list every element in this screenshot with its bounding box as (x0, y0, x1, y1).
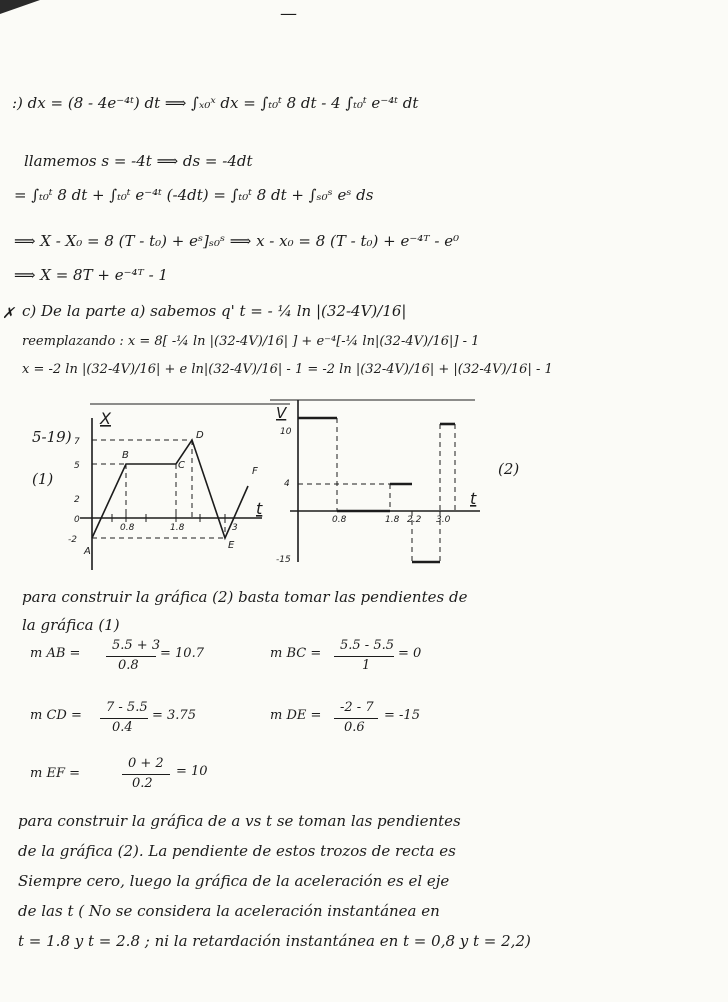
slope-cd-den: 0.4 (112, 720, 133, 735)
conclusion-line-3: Siempre cero, luego la gráfica de la aceleración es el eje (18, 872, 450, 890)
conclusion-line-4: de las t ( No se considera la aceleración instantánea en (18, 902, 440, 920)
graph-2-xtick-3-0: 3.0 (436, 515, 451, 525)
slope-de-num: -2 - 7 (340, 700, 374, 715)
graph-2-ylabel: V (276, 404, 287, 422)
slope-ef-result: = 10 (176, 764, 208, 779)
part-c-line-1: c) De la parte a) sabemos q' t = - ¼ ln |(32-4V)/16| (22, 302, 407, 320)
problem-label: 5-19) (32, 428, 72, 446)
graph-2-ytick-10: 10 (280, 427, 292, 437)
part-c-line-2: reemplazando : x = 8[ -¼ ln |(32-4V)/16| ] + e⁻⁴[-¼ ln|(32-4V)/16|] - 1 (22, 334, 480, 349)
point-label-a: A (84, 546, 91, 557)
slope-ab-result: = 10.7 (160, 646, 204, 661)
slope-ab-label: m AB = (30, 646, 81, 661)
slope-bc-den: 1 (362, 658, 371, 673)
graph-2-xtick-0-8: 0.8 (332, 515, 347, 525)
conclusion-line-5: t = 1.8 y t = 2.8 ; ni la retardación instantánea en t = 0,8 y t = 2,2) (18, 932, 531, 950)
graph-2-xtick-1-8: 1.8 (385, 515, 400, 525)
graph-2-xlabel: t (470, 489, 477, 508)
graph-1-zero: 0 (74, 515, 80, 525)
slope-ab-num: 5.5 + 3 (112, 638, 161, 653)
slopes-intro-1: para construir la gráfica (2) basta tomar las pendientes de (22, 588, 468, 606)
margin-mark: ✗ (2, 304, 15, 322)
graph-1-ytick-neg2: -2 (68, 535, 77, 545)
slope-de-label: m DE = (270, 708, 322, 723)
graph-2-xtick-2-2: 2.2 (407, 515, 422, 525)
part-b-line-2: llamemos s = -4t ⟹ ds = -4dt (24, 152, 253, 170)
graph-2 (270, 394, 490, 574)
conclusion-line-2: de la gráfica (2). La pendiente de estos trozos de recta es (18, 842, 456, 860)
part-c-line-3: x = -2 ln |(32-4V)/16| + e ln|(32-4V)/16| - 1 = -2 ln |(32-4V)/16| + |(32-4V)/16| - 1 (22, 362, 553, 377)
slope-cd-result: = 3.75 (152, 708, 196, 723)
slope-de-den: 0.6 (344, 720, 365, 735)
graph-2-label: (2) (498, 460, 520, 478)
graph-1-xtick-1-8: 1.8 (170, 523, 185, 533)
graph-1-xlabel: t (256, 499, 263, 518)
slope-de-result: = -15 (384, 708, 420, 723)
graph-1-ylabel: X (100, 409, 111, 428)
point-label-d: D (196, 430, 204, 441)
slope-ef-num: 0 + 2 (128, 756, 164, 771)
slope-bc-result: = 0 (398, 646, 422, 661)
header-dash: — (280, 4, 297, 24)
slope-ef-label: m EF = (30, 766, 80, 781)
slope-ef-den: 0.2 (132, 776, 153, 791)
slope-ab-den: 0.8 (118, 658, 139, 673)
graph-1-xtick-0-8: 0.8 (120, 523, 135, 533)
point-label-f: F (252, 466, 258, 477)
graph-2-ytick-4: 4 (284, 479, 290, 489)
slopes-intro-2: la gráfica (1) (22, 616, 120, 634)
part-b-line-1: :) dx = (8 - 4e⁻⁴ᵗ) dt ⟹ ∫ₓ₀ˣ dx = ∫ₜ₀ᵗ 8 dt - 4 ∫ₜ₀ᵗ e⁻⁴ᵗ dt (12, 94, 419, 112)
graph-1-ytick-5: 5 (74, 461, 80, 471)
part-b-line-5: ⟹ X = 8T + e⁻⁴ᵀ - 1 (14, 266, 168, 284)
slope-cd-label: m CD = (30, 708, 82, 723)
slope-bc-num: 5.5 - 5.5 (340, 638, 395, 653)
slope-bc-label: m BC = (270, 646, 322, 661)
conclusion-line-1: para construir la gráfica de a vs t se toman las pendientes (18, 812, 461, 830)
graph-2-ytick-neg15: -15 (276, 555, 291, 565)
part-b-line-3: = ∫ₜ₀ᵗ 8 dt + ∫ₜ₀ᵗ e⁻⁴ᵗ (-4dt) = ∫ₜ₀ᵗ 8 dt + ∫ₛ₀ˢ eˢ ds (14, 186, 374, 204)
graph-1-ytick-7: 7 (74, 437, 80, 447)
graph-1-xtick-3: 3 (232, 523, 238, 533)
slope-cd-num: 7 - 5.5 (106, 700, 148, 715)
point-label-c: C (178, 460, 185, 471)
graph-1-ytick-2: 2 (74, 495, 80, 505)
graph-1-label: (1) (32, 470, 54, 488)
page-corner-shadow (0, 0, 40, 20)
point-label-b: B (122, 450, 129, 461)
point-label-e: E (228, 540, 235, 551)
part-b-line-4: ⟹ X - X₀ = 8 (T - t₀) + eˢ]ₛ₀ˢ ⟹ x - x₀ = 8 (T - t₀) + e⁻⁴ᵀ - e⁰ (14, 232, 460, 250)
